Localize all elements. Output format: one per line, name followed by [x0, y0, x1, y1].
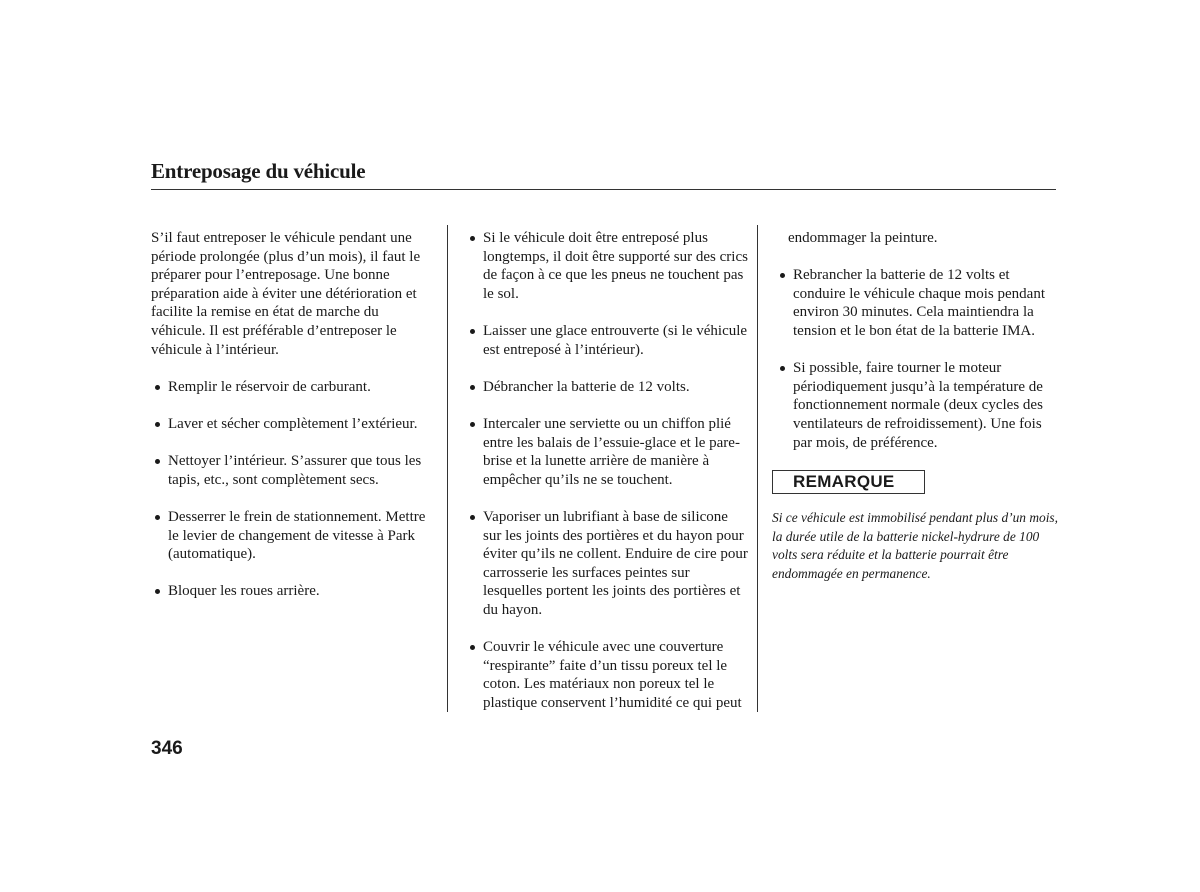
bullet-dot-icon: [470, 329, 475, 334]
remarque-heading: REMARQUE: [772, 470, 925, 494]
remarque-note: Si ce véhicule est immobilisé pendant plus d’un mois, la durée utile de la batterie nickel-hydrure de 100 volts sera réduite et la batterie pourrait être endommagée en permanence.: [772, 510, 1058, 581]
bullet-item: [776, 266, 1056, 340]
bullet-text: Si possible, faire tourner le moteur périodiquement jusqu’à la température de fonctionnement normale (deux cycles des ventilateurs de refroidissement). Une fois par mois, de préférence.: [793, 360, 1043, 451]
bullet-item: [466, 229, 748, 303]
bullet-dot-icon: [155, 589, 160, 594]
bullet-item: [151, 452, 433, 489]
bullet-text: Nettoyer l’intérieur. S’assurer que tous les tapis, etc., sont complètement secs.: [168, 453, 422, 488]
bullet-text: Vaporiser un lubrifiant à base de silicone sur les joints des portières et du hayon pour éviter qu’ils ne collent. Enduire de cire pour carrosserie les surfaces peintes sur lesquelles portent les joints des portières et du hayon.: [483, 508, 748, 618]
bullet-dot-icon: [470, 236, 475, 241]
intro-paragraph: S’il faut entreposer le véhicule pendant une période prolongée (plus d’un mois), il faut le préparer pour l’entreposage. Une bonne préparation aide à éviter une détérioration et facilite la remise en état de marche du véhicule. Il est préférable d’entreposer le véhicule à l’intérieur.: [151, 230, 421, 358]
column-divider-2: [757, 225, 758, 712]
bullet-item: [151, 508, 433, 564]
bullet-item: [151, 415, 433, 434]
bullet-text: Rebrancher la batterie de 12 volts et conduire le véhicule chaque mois pendant environ 30 minutes. Cela maintiendra la tension et le bon état de la batterie IMA.: [793, 267, 1045, 339]
bullet-item: [466, 322, 748, 359]
bullet-text: Couvrir le véhicule avec une couverture “respirante” faite d’un tissu poreux tel le coton. Les matériaux non poreux tel le plastique conservent l’humidité ce qui peut: [483, 639, 742, 711]
bullet-item: [151, 582, 433, 601]
bullet-text: Débrancher la batterie de 12 volts.: [483, 378, 690, 395]
bullet-text: Bloquer les roues arrière.: [168, 583, 320, 600]
bullet-dot-icon: [155, 515, 160, 520]
bullet-dot-icon: [470, 385, 475, 390]
title-divider: [151, 189, 1056, 190]
bullet-item: [466, 638, 748, 712]
bullet-dot-icon: [470, 645, 475, 650]
bullet-dot-icon: [155, 459, 160, 464]
bullet-dot-icon: [155, 422, 160, 427]
page-number: 346: [151, 738, 183, 759]
bullet-item: [466, 508, 748, 620]
bullet-text: Laver et sécher complètement l’extérieur.: [168, 415, 418, 432]
column-divider-1: [447, 225, 448, 712]
bullet-text: Si le véhicule doit être entreposé plus longtemps, il doit être supporté sur des crics de façon à ce que les pneus ne touchent pas le sol.: [483, 230, 748, 302]
column-1: [151, 229, 433, 619]
bullet-item: [466, 415, 748, 489]
bullet-item: [776, 359, 1056, 452]
bullet-text: Remplir le réservoir de carburant.: [168, 378, 371, 395]
bullet-text: Desserrer le frein de stationnement. Mettre le levier de changement de vitesse à Park (automatique).: [168, 508, 426, 563]
bullet-text: Laisser une glace entrouverte (si le véhicule est entreposé à l’intérieur).: [483, 322, 748, 358]
bullet-text: Intercaler une serviette ou un chiffon plié entre les balais de l’essuie-glace et le pare-brise et la lunette arrière de manière à empêcher qu’ils ne se touchent.: [483, 415, 740, 488]
column-3: [776, 229, 1056, 471]
bullet-item: [151, 378, 433, 397]
bullet-dot-icon: [470, 515, 475, 520]
column-2: [466, 229, 748, 731]
bullet-dot-icon: [155, 385, 160, 390]
bullet-item: [466, 378, 748, 397]
page-title: Entreposage du véhicule: [151, 159, 366, 183]
continuation-text: endommager la peinture.: [788, 230, 938, 246]
bullet-dot-icon: [780, 366, 785, 371]
bullet-dot-icon: [470, 422, 475, 427]
bullet-dot-icon: [780, 273, 785, 278]
